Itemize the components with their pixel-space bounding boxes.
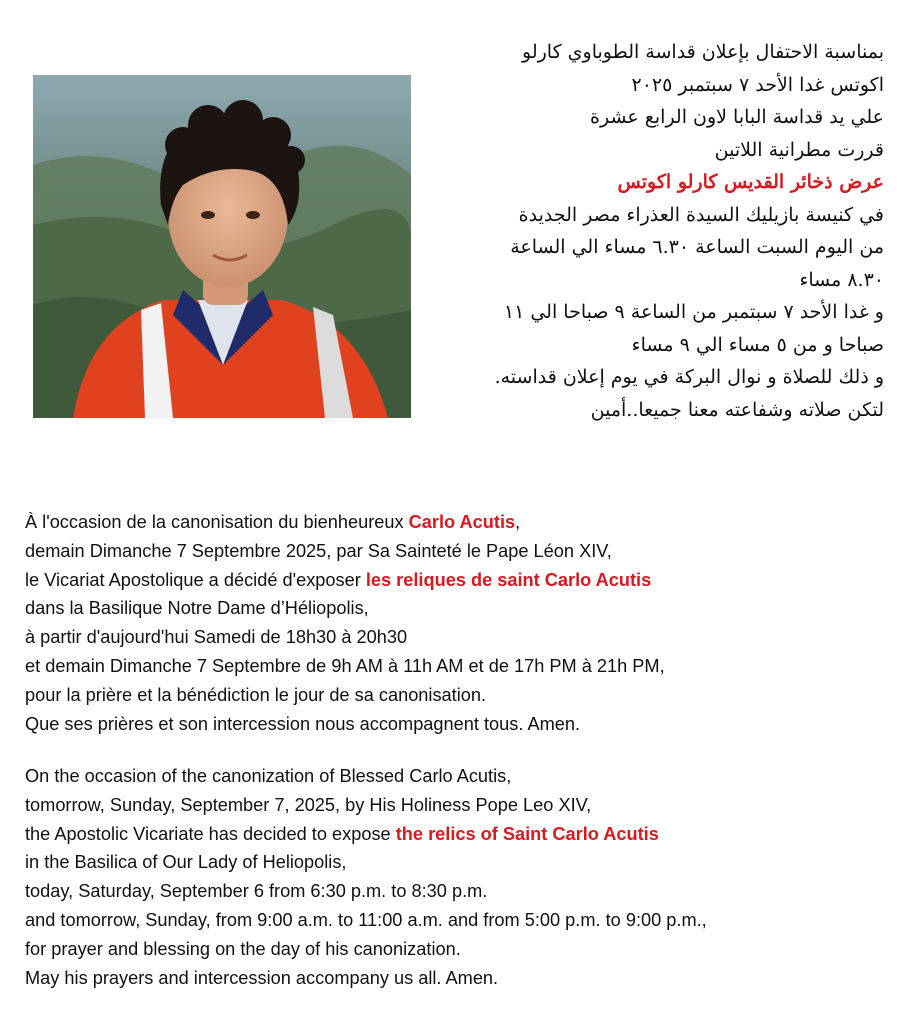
french-line bbox=[25, 508, 905, 537]
arabic-relics-highlight: عرض ذخائر القديس كارلو اكوتس bbox=[617, 171, 884, 193]
english-line: for prayer and blessing on the day of his canonization. bbox=[25, 938, 461, 959]
french-line bbox=[25, 566, 905, 595]
arabic-announcement bbox=[420, 36, 884, 426]
french-line: demain Dimanche 7 Septembre 2025, par Sa Sainteté le Pape Léon XIV, bbox=[25, 540, 612, 561]
arabic-line: ٨.٣٠ مساء bbox=[799, 268, 884, 291]
french-text: le Vicariat Apostolique a décidé d'exposer bbox=[25, 569, 366, 590]
french-text: , bbox=[515, 512, 521, 532]
french-line: et demain Dimanche 7 Septembre de 9h AM à 11h AM et de 17h PM à 21h PM, bbox=[25, 655, 665, 676]
arabic-line: و ذلك للصلاة و نوال البركة في يوم إعلان قداسته. bbox=[494, 366, 884, 388]
portrait-illustration bbox=[33, 75, 411, 418]
english-line: today, Saturday, September 6 from 6:30 p.m. to 8:30 p.m. bbox=[25, 881, 488, 902]
french-line: à partir d'aujourd'hui Samedi de 18h30 à 20h30 bbox=[25, 627, 408, 648]
arabic-line: و غدا الأحد ٧ سبتمبر من الساعة ٩ صباحا الي ١١ bbox=[503, 301, 884, 323]
english-line: in the Basilica of Our Lady of Heliopolis, bbox=[25, 852, 347, 873]
english-line: tomorrow, Sunday, September 7, 2025, by His Holiness Pope Leo XIV, bbox=[25, 794, 592, 815]
english-text: the Apostolic Vicariate has decided to expose bbox=[25, 823, 396, 844]
english-announcement bbox=[25, 762, 905, 992]
arabic-line: صباحا و من ٥ مساء الي ٩ مساء bbox=[631, 333, 884, 356]
relics-highlight: the relics of Saint Carlo Acutis bbox=[395, 823, 659, 844]
arabic-line: من اليوم السبت الساعة ٦.٣٠ مساء الي الساعة bbox=[510, 236, 884, 258]
english-line bbox=[25, 820, 905, 849]
french-line: dans la Basilique Notre Dame d’Héliopolis, bbox=[25, 598, 369, 619]
french-line: Que ses prières et son intercession nous accompagnent tous. Amen. bbox=[25, 713, 581, 734]
relics-highlight: les reliques de saint Carlo Acutis bbox=[365, 569, 652, 590]
arabic-line: اكوتس غدا الأحد ٧ سبتمبر ٢٠٢٥ bbox=[631, 73, 884, 96]
arabic-line: علي يد قداسة البابا لاون الرابع عشرة bbox=[590, 106, 884, 128]
arabic-line: لتكن صلاته وشفاعته معنا جميعا..أمين bbox=[590, 398, 884, 421]
portrait-photo bbox=[33, 75, 411, 418]
arabic-line: بمناسبة الاحتفال بإعلان قداسة الطوباوي كارلو bbox=[522, 41, 884, 63]
arabic-line: قررت مطرانية اللاتين bbox=[714, 138, 884, 161]
carlo-acutis-highlight: Carlo Acutis bbox=[408, 512, 516, 532]
french-text: À l'occasion de la canonisation du bienheureux bbox=[25, 512, 409, 532]
english-line: On the occasion of the canonization of Blessed Carlo Acutis, bbox=[25, 766, 512, 786]
arabic-line: في كنيسة بازيليك السيدة العذراء مصر الجديدة bbox=[518, 203, 884, 226]
french-announcement bbox=[25, 508, 905, 738]
french-line: pour la prière et la bénédiction le jour de sa canonisation. bbox=[25, 684, 487, 705]
english-line: and tomorrow, Sunday, from 9:00 a.m. to 11:00 a.m. and from 5:00 p.m. to 9:00 p.m., bbox=[25, 909, 707, 930]
english-line: May his prayers and intercession accompany us all. Amen. bbox=[25, 967, 499, 988]
